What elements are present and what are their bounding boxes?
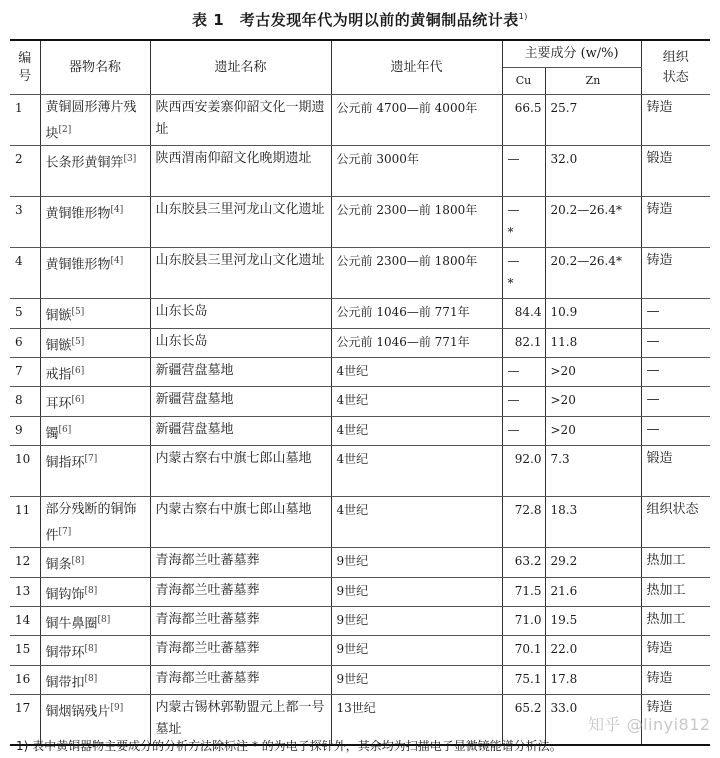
table-row	[10, 548, 710, 577]
cell-name	[40, 636, 150, 665]
cell-structure: 铸造	[641, 95, 710, 146]
table-title	[0, 9, 720, 30]
cell-site: 内蒙古察右中旗七郎山墓地	[150, 496, 331, 547]
header-name: 器物名称	[40, 40, 150, 95]
artifact-name: 铜条	[45, 557, 72, 573]
cell-no: 4	[10, 248, 40, 299]
cell-structure: 锻造	[641, 445, 710, 496]
cell-structure: 铸造	[641, 694, 710, 745]
cell-zn: 22.0	[545, 636, 641, 665]
cell-cu: —	[502, 416, 545, 445]
cell-name	[40, 606, 150, 635]
cell-age: 公元前 2300—前 1800年	[331, 248, 502, 299]
cell-name	[40, 548, 150, 577]
cell-cu: —	[502, 387, 545, 416]
table-row	[10, 328, 710, 357]
table-row	[10, 577, 710, 606]
reference-mark: [8]	[84, 585, 98, 596]
cell-cu: —	[502, 357, 545, 386]
cell-no: 14	[10, 606, 40, 635]
cell-site: 山东长岛	[150, 299, 331, 328]
artifact-name: 铜钩饰	[45, 586, 85, 602]
reference-mark: [8]	[97, 614, 111, 625]
cell-cu: 71.5	[502, 577, 545, 606]
cell-no: 3	[10, 197, 40, 248]
cell-name	[40, 577, 150, 606]
cell-name	[40, 445, 150, 496]
cell-cu: 84.4	[502, 299, 545, 328]
cell-structure: 热加工	[641, 548, 710, 577]
cell-name	[40, 416, 150, 445]
cell-site: 内蒙古察右中旗七郎山墓地	[150, 445, 331, 496]
cell-zn: 19.5	[545, 606, 641, 635]
reference-mark: [5]	[71, 307, 85, 318]
cell-site: 青海都兰吐蕃墓葬	[150, 636, 331, 665]
header-no-text: 编号	[18, 50, 32, 84]
artifact-name: 铜带扣	[45, 674, 85, 690]
table-row	[10, 496, 710, 547]
header-row	[10, 40, 710, 68]
artifact-name: 黄铜圆形薄片残块	[45, 100, 137, 142]
cell-site: 青海都兰吐蕃墓葬	[150, 606, 331, 635]
cell-zn: 21.6	[545, 577, 641, 606]
header-structure-text: 组织状态	[662, 49, 689, 85]
reference-mark: [8]	[71, 556, 85, 567]
cell-no: 16	[10, 665, 40, 694]
cell-zn: 20.2—26.4*	[545, 197, 641, 248]
cell-site: 青海都兰吐蕃墓葬	[150, 665, 331, 694]
cell-cu: 71.0	[502, 606, 545, 635]
cell-site: 内蒙古锡林郭勒盟元上都一号墓址	[150, 694, 331, 745]
cell-structure: 锻造	[641, 146, 710, 197]
cell-zn: 10.9	[545, 299, 641, 328]
cell-no: 7	[10, 357, 40, 386]
cell-age: 13世纪	[331, 694, 502, 745]
cell-age: 9世纪	[331, 577, 502, 606]
cell-no: 17	[10, 694, 40, 745]
cell-no: 10	[10, 445, 40, 496]
cell-no: 1	[10, 95, 40, 146]
cell-structure: —	[641, 357, 710, 386]
table-row	[10, 146, 710, 197]
cell-structure: —	[641, 416, 710, 445]
cell-no: 8	[10, 387, 40, 416]
artifact-name: 耳环	[45, 396, 72, 412]
artifact-name: 黄铜锥形物	[45, 257, 111, 273]
artifact-name: 长条形黄铜笄	[45, 155, 124, 171]
cell-cu: — *	[502, 197, 545, 248]
reference-mark: [5]	[71, 336, 85, 347]
table-row	[10, 95, 710, 146]
artifact-name: 铜镞	[45, 308, 72, 324]
cell-age: 4世纪	[331, 445, 502, 496]
cell-site: 陕西西安姜寨仰韶文化一期遗址	[150, 95, 331, 146]
reference-mark: [7]	[58, 526, 72, 537]
cell-age: 9世纪	[331, 548, 502, 577]
table-title-text: 表 1 考古发现年代为明以前的黄铜制品统计表	[192, 11, 519, 29]
cell-zn: >20	[545, 416, 641, 445]
cell-cu: 66.5	[502, 95, 545, 146]
cell-age: 公元前 1046—前 771年	[331, 299, 502, 328]
cell-zn: 7.3	[545, 445, 641, 496]
cell-cu: 92.0	[502, 445, 545, 496]
header-site: 遗址名称	[150, 40, 331, 95]
cell-zn: 29.2	[545, 548, 641, 577]
cell-structure: 铸造	[641, 197, 710, 248]
cell-no: 5	[10, 299, 40, 328]
cell-age: 公元前 4700—前 4000年	[331, 95, 502, 146]
artifact-name: 戒指	[45, 367, 72, 383]
cell-zn: 11.8	[545, 328, 641, 357]
brass-artifacts-table	[10, 39, 710, 746]
cell-name	[40, 299, 150, 328]
cell-structure: —	[641, 328, 710, 357]
table-row	[10, 357, 710, 386]
cell-structure: 热加工	[641, 606, 710, 635]
cell-structure: 热加工	[641, 577, 710, 606]
cell-cu: — *	[502, 248, 545, 299]
cell-zn: 32.0	[545, 146, 641, 197]
cell-zn: 20.2—26.4*	[545, 248, 641, 299]
cell-no: 15	[10, 636, 40, 665]
table-row	[10, 197, 710, 248]
cell-age: 9世纪	[331, 665, 502, 694]
cell-cu: 72.8	[502, 496, 545, 547]
cell-name	[40, 146, 150, 197]
cell-age: 4世纪	[331, 387, 502, 416]
cell-name	[40, 496, 150, 547]
cell-age: 4世纪	[331, 416, 502, 445]
artifact-name: 铜镞	[45, 337, 72, 353]
cell-age: 9世纪	[331, 606, 502, 635]
cell-no: 12	[10, 548, 40, 577]
cell-zn: 25.7	[545, 95, 641, 146]
cell-age: 公元前 3000年	[331, 146, 502, 197]
reference-mark: [7]	[84, 453, 98, 464]
cell-site: 山东胶县三里河龙山文化遗址	[150, 197, 331, 248]
watermark: 知乎 @linyi812	[588, 715, 711, 734]
cell-age: 4世纪	[331, 496, 502, 547]
header-cu: Cu	[502, 68, 545, 95]
table-row	[10, 299, 710, 328]
cell-name	[40, 95, 150, 146]
cell-age: 公元前 2300—前 1800年	[331, 197, 502, 248]
reference-mark: [9]	[110, 702, 124, 713]
cell-no: 11	[10, 496, 40, 547]
cell-cu: 63.2	[502, 548, 545, 577]
cell-site: 青海都兰吐蕃墓葬	[150, 548, 331, 577]
cell-cu: 82.1	[502, 328, 545, 357]
artifact-name: 部分残断的铜饰件	[45, 501, 137, 544]
reference-mark: [6]	[71, 365, 85, 376]
reference-mark: [6]	[58, 424, 72, 435]
header-no	[10, 40, 40, 95]
table-row	[10, 665, 710, 694]
reference-mark: [8]	[84, 673, 98, 684]
artifact-name: 镯	[45, 425, 59, 441]
cell-age: 9世纪	[331, 636, 502, 665]
artifact-name: 铜牛鼻圈	[45, 616, 98, 632]
cell-structure: —	[641, 387, 710, 416]
header-structure	[641, 40, 710, 95]
table-row	[10, 416, 710, 445]
reference-mark: [2]	[58, 125, 72, 135]
cell-zn: 17.8	[545, 665, 641, 694]
reference-mark: [8]	[84, 644, 98, 655]
artifact-name: 铜带环	[45, 645, 85, 661]
reference-mark: [4]	[110, 256, 124, 267]
title-footnote-mark: 1)	[518, 12, 528, 21]
cell-structure: 铸造	[641, 248, 710, 299]
cell-zn: >20	[545, 357, 641, 386]
cell-no: 9	[10, 416, 40, 445]
table-body	[10, 95, 710, 746]
header-composition: 主要成分 (w/%)	[502, 40, 641, 68]
cell-no: 2	[10, 146, 40, 197]
table-row	[10, 387, 710, 416]
artifact-name: 铜烟锅残片	[45, 704, 111, 720]
cell-site: 新疆营盘墓地	[150, 416, 331, 445]
reference-mark: [4]	[110, 205, 124, 216]
cell-cu: 70.1	[502, 636, 545, 665]
cell-zn: 33.0	[545, 694, 641, 745]
cell-site: 山东长岛	[150, 328, 331, 357]
cell-structure: —	[641, 299, 710, 328]
artifact-name: 铜指环	[45, 455, 85, 471]
cell-zn: >20	[545, 387, 641, 416]
cell-name	[40, 387, 150, 416]
cell-no: 13	[10, 577, 40, 606]
cell-age: 4世纪	[331, 357, 502, 386]
cell-name	[40, 665, 150, 694]
footnote: 1) 表中黄铜器物主要成分的分析方法除标注 * 的为电子探针外，其余均为扫描电子显微镜能谱分析法。	[16, 739, 562, 753]
reference-mark: [6]	[71, 395, 85, 406]
cell-cu: —	[502, 146, 545, 197]
reference-mark: [3]	[123, 154, 137, 165]
cell-site: 新疆营盘墓地	[150, 387, 331, 416]
cell-site: 新疆营盘墓地	[150, 357, 331, 386]
cell-name	[40, 357, 150, 386]
table-row	[10, 636, 710, 665]
header-age: 遗址年代	[331, 40, 502, 95]
table-row	[10, 606, 710, 635]
cell-zn: 18.3	[545, 496, 641, 547]
cell-name	[40, 248, 150, 299]
cell-structure: 铸造	[641, 636, 710, 665]
artifact-name: 黄铜锥形物	[45, 206, 111, 222]
cell-site: 山东胶县三里河龙山文化遗址	[150, 248, 331, 299]
cell-site: 青海都兰吐蕃墓葬	[150, 577, 331, 606]
cell-site: 陕西渭南仰韶文化晚期遗址	[150, 146, 331, 197]
cell-name	[40, 197, 150, 248]
table-row	[10, 248, 710, 299]
header-zn: Zn	[545, 68, 641, 95]
cell-age: 公元前 1046—前 771年	[331, 328, 502, 357]
cell-structure: 组织状态	[641, 496, 710, 547]
cell-cu: 65.2	[502, 694, 545, 745]
table-row	[10, 445, 710, 496]
cell-no: 6	[10, 328, 40, 357]
cell-cu: 75.1	[502, 665, 545, 694]
cell-name	[40, 328, 150, 357]
cell-structure: 铸造	[641, 665, 710, 694]
